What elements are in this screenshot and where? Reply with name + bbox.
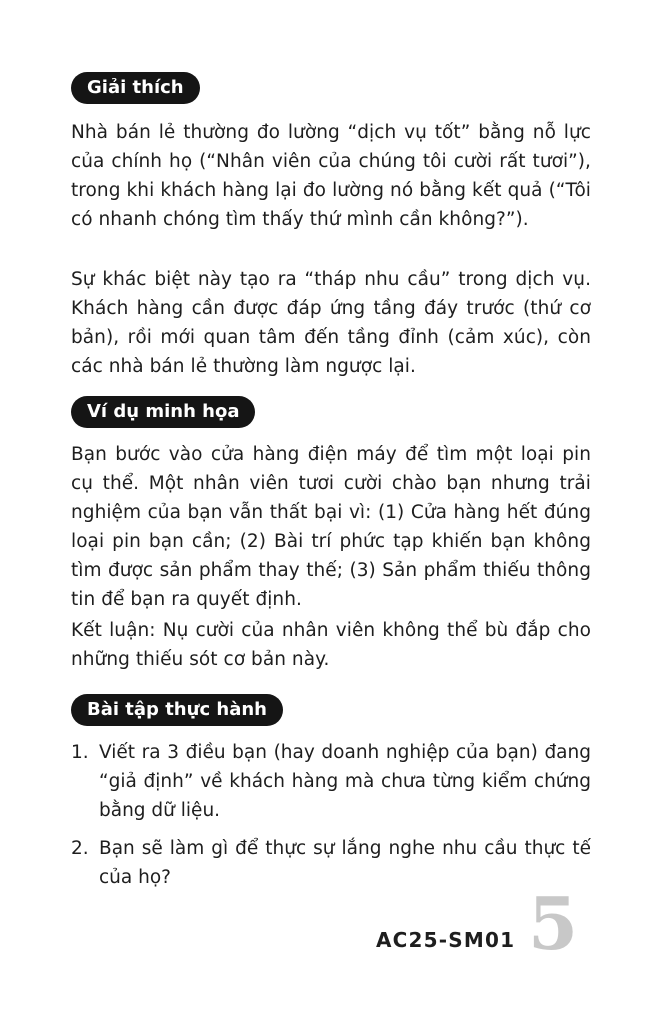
exercise-item-1-number: 1. xyxy=(71,742,89,763)
exercise-item-1-text: Viết ra 3 điều bạn (hay doanh nghiệp của bạn) đang “giả định” về khách hàng mà chưa từng kiểm chứng bằng dữ liệu. xyxy=(99,742,591,821)
explanation-paragraph-1: Nhà bán lẻ thường đo lường “dịch vụ tốt” bằng nỗ lực của chính họ (“Nhân viên của chúng tôi cười rất tươi”), trong khi khách hàng lại đo lường nó bằng kết quả (“Tôi có nhanh chóng tìm thấy thứ mình cần không?”). xyxy=(71,122,591,230)
example-heading: Ví dụ minh họa xyxy=(71,396,255,428)
page-number: 5 xyxy=(528,881,579,966)
document-code: AC25-SM01 xyxy=(376,928,516,952)
exercise-item-1 xyxy=(71,738,591,825)
explanation-heading: Giải thích xyxy=(71,72,200,104)
exercise-item-2 xyxy=(71,834,591,892)
explanation-paragraph-2: Sự khác biệt này tạo ra “tháp nhu cầu” trong dịch vụ. Khách hàng cần được đáp ứng tầng đáy trước (thứ cơ bản), rồi mới quan tâm đến tầng đỉnh (cảm xúc), còn các nhà bán lẻ thường làm ngược lại. xyxy=(71,269,591,377)
example-paragraph-1: Bạn bước vào cửa hàng điện máy để tìm một loại pin cụ thể. Một nhân viên tươi cười chào bạn nhưng trải nghiệm của bạn vẫn thất bại vì: (1) Cửa hàng hết đúng loại pin bạn cần; (2) Bài trí phức tạp khiến bạn không tìm được sản phẩm thay thế; (3) Sản phẩm thiếu thông tin để bạn ra quyết định. xyxy=(71,444,591,610)
example-paragraph-2: Kết luận: Nụ cười của nhân viên không thể bù đắp cho những thiếu sót cơ bản này. xyxy=(71,620,591,670)
exercise-item-2-text: Bạn sẽ làm gì để thực sự lắng nghe nhu cầu thực tế của họ? xyxy=(99,838,591,888)
exercise-heading: Bài tập thực hành xyxy=(71,694,283,726)
exercise-list xyxy=(71,738,591,892)
exercise-item-2-number: 2. xyxy=(71,838,89,859)
